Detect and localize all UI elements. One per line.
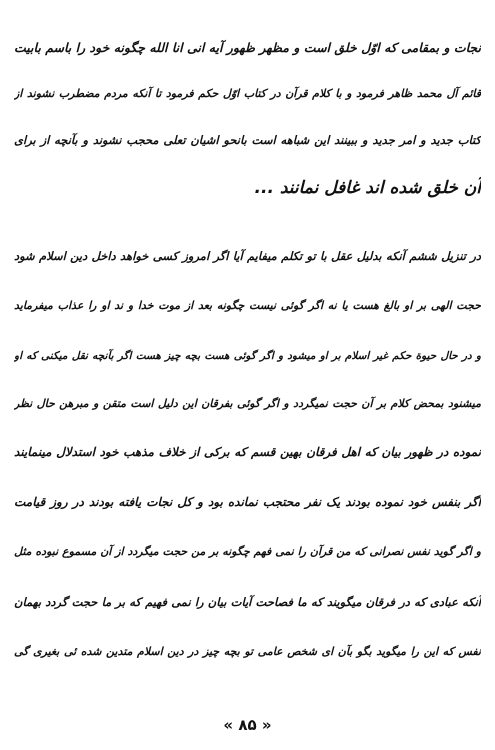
text-line: اگر بنفس خود نموده بودند یک نفر محتجب نمانده بود و کل نجات یافته بودند در روز قیامت — [14, 495, 481, 509]
text-line: نموده در ظهور بیان که اهل فرقان بهین قسم که برکی از خلاف مذهب خود استدلال مینمایند — [14, 445, 481, 459]
text-line: قائم آل محمد ظاهر فرمود و با کلام قرآن در کتاب اوّل حکم فرمود تا آنکه مردم مضطرب نشوند از — [14, 87, 481, 100]
text-line: حجت الهی بر او بالغ هست یا نه اگر گوئی نیست چگونه بعد از موت خدا و ند او را عذاب میفرماید — [14, 299, 481, 312]
text-line: میشنود بمحض کلام بر آن حجت نمیگردد و اگر گوئی بفرقان این دلیل است متقن و مبرهن حال نظر — [14, 397, 481, 410]
text-line: کتاب جدید و امر جدید و ببینند این شباهه است بانحو اشیان تعلی محجب نشوند و بآنچه از برای — [14, 133, 481, 147]
text-line: نفس که این را میگوید بگو بآن ای شخص عامی تو بچه چیز در دین اسلام متدین شده ئی بغیری گی — [14, 645, 481, 658]
text-line: آن خلق شده اند غافل نمانند ... — [254, 178, 481, 198]
text-line: و در حال حیوة حکم غیر اسلام بر او میشود و اگر گوئی هست بچه چیز هست اگر بآنچه نقل میکنی که او — [14, 350, 481, 362]
text-line: آنکه عبادی که در فرقان میگویند که ما فصاحت آیات بیان را نمی فهیم که بر ما حجت گردد بهمان — [14, 595, 481, 609]
paragraph-2 — [14, 236, 481, 676]
text-line: در تنزیل ششم آنکه بدلیل عقل با تو تکلم میفایم آیا اگر امروز کسی خواهد داخل دین اسلام شود — [14, 249, 481, 263]
text-line: و اگر گوید نفس نصرانی که من قرآن را نمی فهم چگونه بر من حجت میگردد از آن مسموع نبوده مثل — [14, 545, 481, 558]
paragraph-1 — [14, 28, 481, 208]
page-number: « ۸۵ » — [223, 716, 272, 734]
text-line: نجات و بمقامی که اوّل خلق است و مظهر ظهور آیه انی انا الله چگونه خود را باسم بابیت — [14, 40, 481, 55]
